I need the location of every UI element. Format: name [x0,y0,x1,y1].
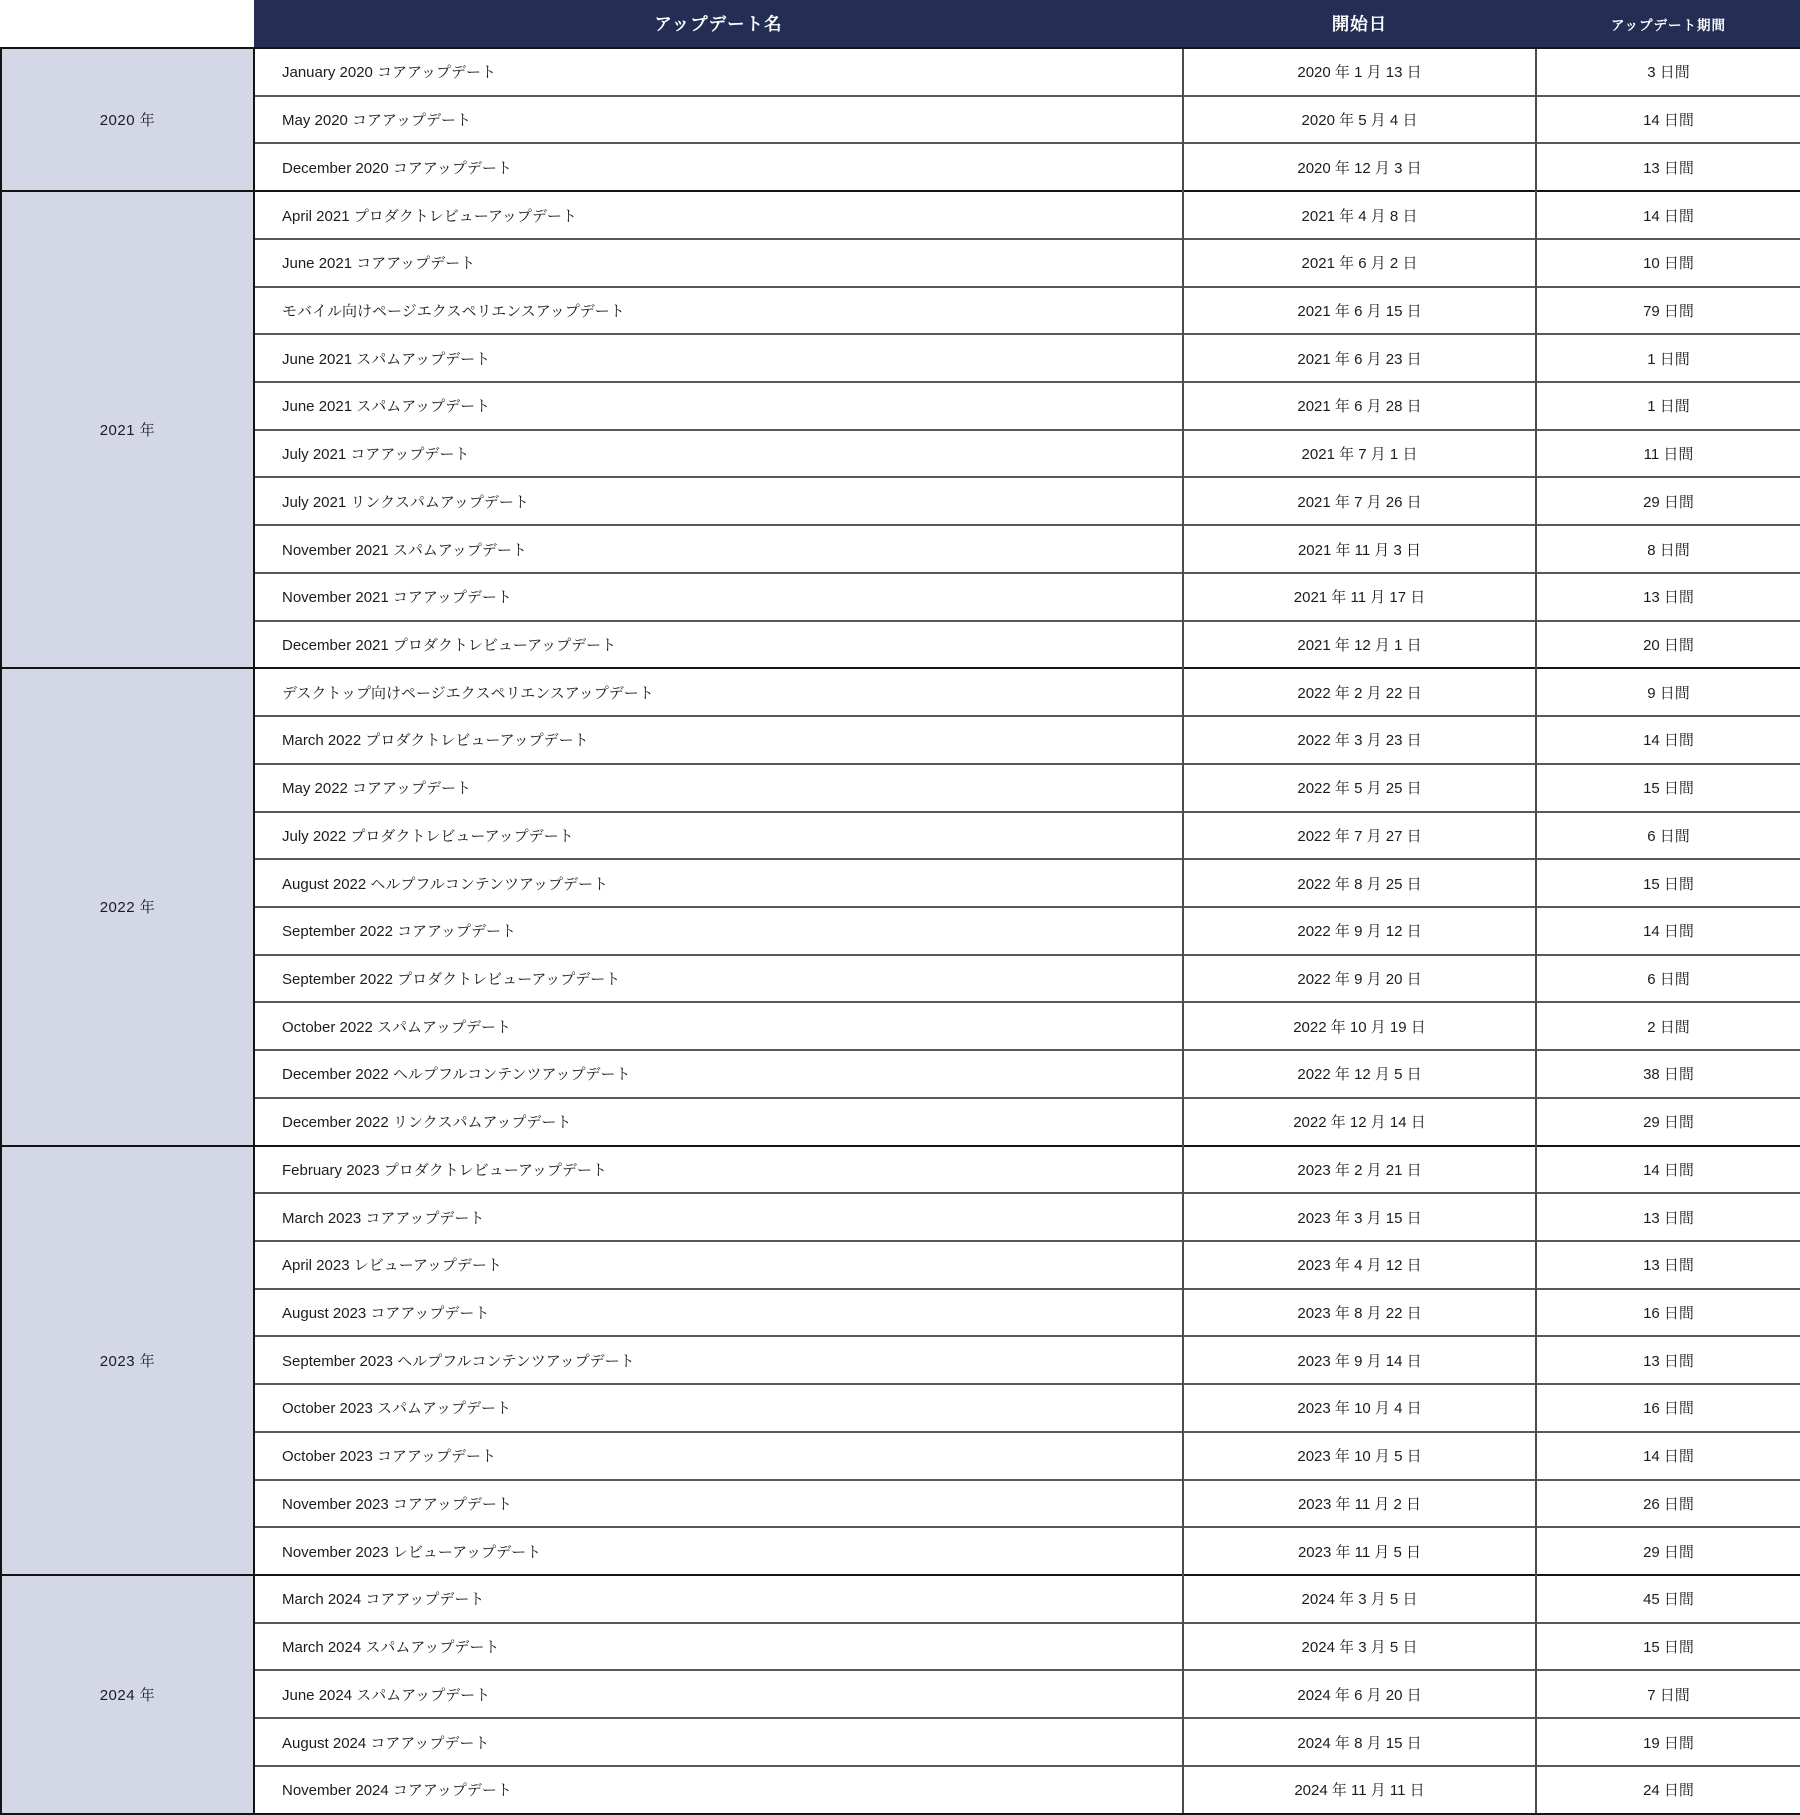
year-cell: 2022 年 [1,668,254,1145]
update-name-cell: November 2023 コアアップデート [254,1480,1183,1528]
update-duration-cell: 14 日間 [1536,716,1800,764]
update-duration-cell: 38 日間 [1536,1050,1800,1098]
table-row [1,525,1800,573]
table-row [1,859,1800,907]
table-row [1,1527,1800,1575]
update-duration-cell: 19 日間 [1536,1718,1800,1766]
update-duration-cell: 13 日間 [1536,1193,1800,1241]
update-duration-cell: 29 日間 [1536,1527,1800,1575]
table-row [1,239,1800,287]
update-name-cell: August 2023 コアアップデート [254,1289,1183,1337]
update-duration-cell: 13 日間 [1536,1336,1800,1384]
table-row [1,1289,1800,1337]
update-duration-cell: 14 日間 [1536,96,1800,144]
table-row [1,955,1800,1003]
start-date-cell: 2022 年 3 月 23 日 [1183,716,1536,764]
update-duration-cell: 1 日間 [1536,334,1800,382]
update-name-cell: June 2024 スパムアップデート [254,1670,1183,1718]
table-header-row [1,0,1800,48]
start-date-cell: 2021 年 11 月 17 日 [1183,573,1536,621]
table-row [1,1098,1800,1146]
update-duration-cell: 14 日間 [1536,1432,1800,1480]
update-name-cell: December 2021 プロダクトレビューアップデート [254,621,1183,669]
start-date-cell: 2024 年 11 月 11 日 [1183,1766,1536,1814]
update-name-cell: February 2023 プロダクトレビューアップデート [254,1146,1183,1194]
update-name-cell: June 2021 スパムアップデート [254,382,1183,430]
table-row [1,1050,1800,1098]
update-duration-cell: 15 日間 [1536,1623,1800,1671]
update-duration-cell: 15 日間 [1536,764,1800,812]
update-name-cell: モバイル向けページエクスペリエンスアップデート [254,287,1183,335]
update-duration-cell: 14 日間 [1536,191,1800,239]
start-date-cell: 2023 年 11 月 2 日 [1183,1480,1536,1528]
table-row [1,1766,1800,1814]
update-duration-cell: 16 日間 [1536,1384,1800,1432]
table-row [1,812,1800,860]
start-date-cell: 2021 年 6 月 23 日 [1183,334,1536,382]
table-row [1,668,1800,716]
update-duration-cell: 1 日間 [1536,382,1800,430]
update-name-cell: December 2020 コアアップデート [254,143,1183,191]
update-name-cell: May 2022 コアアップデート [254,764,1183,812]
update-name-cell: デスクトップ向けページエクスペリエンスアップデート [254,668,1183,716]
table-row [1,1384,1800,1432]
update-duration-cell: 13 日間 [1536,1241,1800,1289]
table-row [1,1432,1800,1480]
update-name-cell: October 2022 スパムアップデート [254,1002,1183,1050]
year-cell: 2020 年 [1,48,254,191]
start-date-cell: 2023 年 2 月 21 日 [1183,1146,1536,1194]
update-duration-cell: 6 日間 [1536,955,1800,1003]
table-row [1,1623,1800,1671]
update-duration-cell: 7 日間 [1536,1670,1800,1718]
update-name-cell: December 2022 リンクスパムアップデート [254,1098,1183,1146]
table-row [1,477,1800,525]
table-row [1,1718,1800,1766]
update-duration-cell: 11 日間 [1536,430,1800,478]
update-name-cell: March 2024 スパムアップデート [254,1623,1183,1671]
corner-cell [1,0,254,48]
update-name-cell: October 2023 コアアップデート [254,1432,1183,1480]
table-row [1,573,1800,621]
start-date-cell: 2022 年 10 月 19 日 [1183,1002,1536,1050]
table-row [1,1193,1800,1241]
table-row [1,907,1800,955]
update-name-cell: October 2023 スパムアップデート [254,1384,1183,1432]
update-name-cell: January 2020 コアアップデート [254,48,1183,96]
update-name-cell: December 2022 ヘルプフルコンテンツアップデート [254,1050,1183,1098]
start-date-cell: 2021 年 6 月 2 日 [1183,239,1536,287]
update-name-cell: June 2021 コアアップデート [254,239,1183,287]
update-duration-cell: 20 日間 [1536,621,1800,669]
table-row [1,143,1800,191]
table-row [1,1241,1800,1289]
table-row [1,334,1800,382]
update-name-cell: March 2024 コアアップデート [254,1575,1183,1623]
update-duration-cell: 45 日間 [1536,1575,1800,1623]
update-name-cell: July 2021 コアアップデート [254,430,1183,478]
update-name-cell: November 2024 コアアップデート [254,1766,1183,1814]
update-name-cell: April 2023 レビューアップデート [254,1241,1183,1289]
update-duration-cell: 15 日間 [1536,859,1800,907]
start-date-cell: 2024 年 3 月 5 日 [1183,1623,1536,1671]
year-cell: 2023 年 [1,1146,254,1575]
column-header-start-date: 開始日 [1183,0,1536,48]
start-date-cell: 2022 年 8 月 25 日 [1183,859,1536,907]
update-name-cell: April 2021 プロダクトレビューアップデート [254,191,1183,239]
table-row [1,716,1800,764]
start-date-cell: 2022 年 9 月 20 日 [1183,955,1536,1003]
table-row [1,287,1800,335]
start-date-cell: 2021 年 6 月 15 日 [1183,287,1536,335]
table-row [1,382,1800,430]
table-row [1,1336,1800,1384]
update-name-cell: September 2022 コアアップデート [254,907,1183,955]
update-duration-cell: 2 日間 [1536,1002,1800,1050]
start-date-cell: 2020 年 1 月 13 日 [1183,48,1536,96]
update-name-cell: November 2021 コアアップデート [254,573,1183,621]
update-name-cell: March 2023 コアアップデート [254,1193,1183,1241]
update-duration-cell: 14 日間 [1536,907,1800,955]
update-table-body [1,48,1800,1814]
update-duration-cell: 26 日間 [1536,1480,1800,1528]
start-date-cell: 2023 年 9 月 14 日 [1183,1336,1536,1384]
column-header-update-name: アップデート名 [254,0,1183,48]
table-row [1,48,1800,96]
start-date-cell: 2020 年 12 月 3 日 [1183,143,1536,191]
update-name-cell: November 2021 スパムアップデート [254,525,1183,573]
start-date-cell: 2022 年 5 月 25 日 [1183,764,1536,812]
update-duration-cell: 10 日間 [1536,239,1800,287]
start-date-cell: 2023 年 10 月 5 日 [1183,1432,1536,1480]
update-duration-cell: 79 日間 [1536,287,1800,335]
start-date-cell: 2021 年 12 月 1 日 [1183,621,1536,669]
start-date-cell: 2023 年 3 月 15 日 [1183,1193,1536,1241]
start-date-cell: 2021 年 7 月 26 日 [1183,477,1536,525]
start-date-cell: 2024 年 3 月 5 日 [1183,1575,1536,1623]
start-date-cell: 2022 年 12 月 14 日 [1183,1098,1536,1146]
update-duration-cell: 8 日間 [1536,525,1800,573]
table-row [1,764,1800,812]
update-name-cell: November 2023 レビューアップデート [254,1527,1183,1575]
table-row [1,1670,1800,1718]
start-date-cell: 2023 年 4 月 12 日 [1183,1241,1536,1289]
start-date-cell: 2021 年 6 月 28 日 [1183,382,1536,430]
update-duration-cell: 6 日間 [1536,812,1800,860]
update-name-cell: August 2024 コアアップデート [254,1718,1183,1766]
start-date-cell: 2022 年 9 月 12 日 [1183,907,1536,955]
start-date-cell: 2024 年 6 月 20 日 [1183,1670,1536,1718]
table-row [1,1002,1800,1050]
update-duration-cell: 29 日間 [1536,477,1800,525]
start-date-cell: 2022 年 7 月 27 日 [1183,812,1536,860]
start-date-cell: 2023 年 8 月 22 日 [1183,1289,1536,1337]
start-date-cell: 2024 年 8 月 15 日 [1183,1718,1536,1766]
table-row [1,430,1800,478]
start-date-cell: 2021 年 4 月 8 日 [1183,191,1536,239]
year-cell: 2024 年 [1,1575,254,1814]
start-date-cell: 2023 年 10 月 4 日 [1183,1384,1536,1432]
table-row [1,621,1800,669]
update-duration-cell: 3 日間 [1536,48,1800,96]
table-row [1,1146,1800,1194]
start-date-cell: 2023 年 11 月 5 日 [1183,1527,1536,1575]
start-date-cell: 2020 年 5 月 4 日 [1183,96,1536,144]
update-name-cell: July 2022 プロダクトレビューアップデート [254,812,1183,860]
update-duration-cell: 13 日間 [1536,143,1800,191]
update-duration-cell: 16 日間 [1536,1289,1800,1337]
start-date-cell: 2021 年 11 月 3 日 [1183,525,1536,573]
table-row [1,96,1800,144]
update-duration-cell: 9 日間 [1536,668,1800,716]
update-name-cell: August 2022 ヘルプフルコンテンツアップデート [254,859,1183,907]
start-date-cell: 2022 年 2 月 22 日 [1183,668,1536,716]
update-name-cell: June 2021 スパムアップデート [254,334,1183,382]
update-name-cell: May 2020 コアアップデート [254,96,1183,144]
update-duration-cell: 24 日間 [1536,1766,1800,1814]
start-date-cell: 2022 年 12 月 5 日 [1183,1050,1536,1098]
update-duration-cell: 13 日間 [1536,573,1800,621]
table-row [1,1480,1800,1528]
update-name-cell: September 2023 ヘルプフルコンテンツアップデート [254,1336,1183,1384]
update-duration-cell: 14 日間 [1536,1146,1800,1194]
column-header-update-duration: アップデート期間 [1536,0,1800,48]
start-date-cell: 2021 年 7 月 1 日 [1183,430,1536,478]
update-duration-cell: 29 日間 [1536,1098,1800,1146]
table-row [1,1575,1800,1623]
update-name-cell: July 2021 リンクスパムアップデート [254,477,1183,525]
update-name-cell: March 2022 プロダクトレビューアップデート [254,716,1183,764]
update-name-cell: September 2022 プロダクトレビューアップデート [254,955,1183,1003]
table-row [1,191,1800,239]
year-cell: 2021 年 [1,191,254,668]
